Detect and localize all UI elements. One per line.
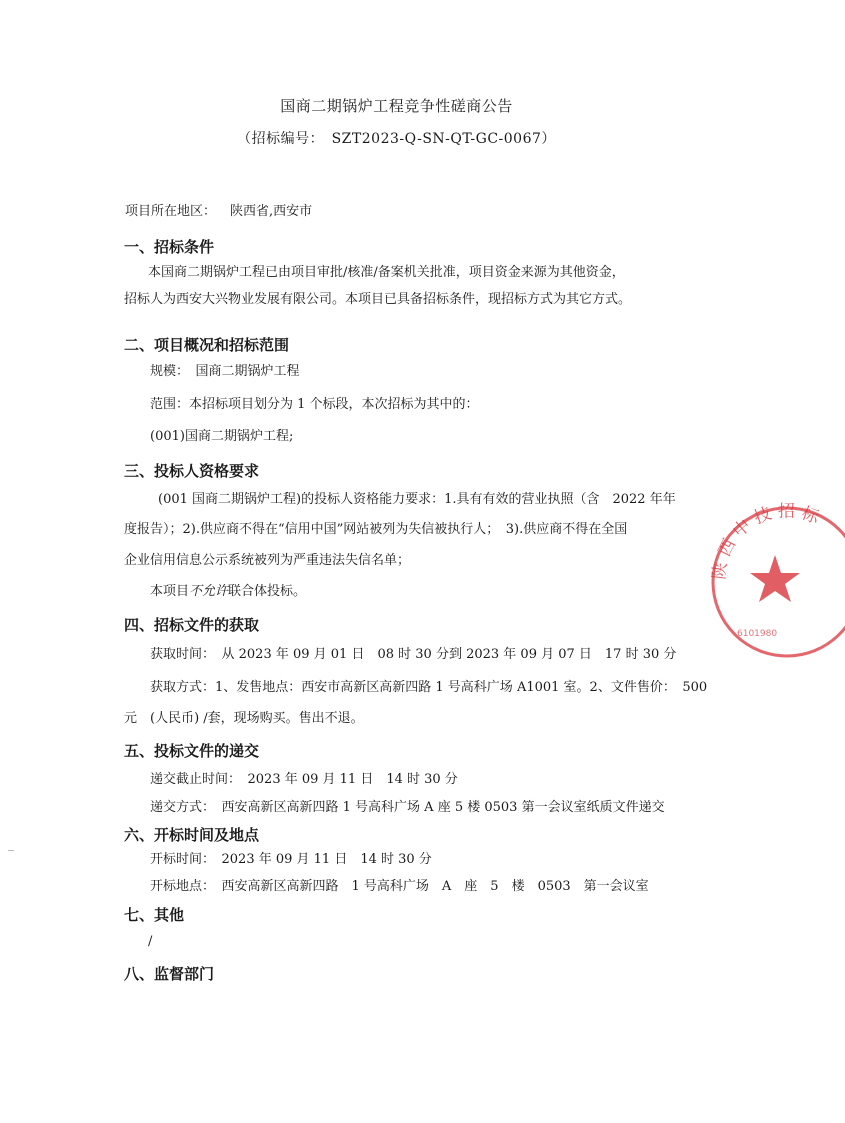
region-label: 项目所在地区： [125,204,217,219]
section-8-heading: 八、监督部门 [124,965,215,983]
qualification-line-3: 企业信用信息公示系统被列为严重违法失信名单； [124,553,411,568]
seal-arc-text [709,502,823,581]
tender-code: （招标编号： SZT2023-Q-SN-QT-GC-0067） [237,131,556,147]
joint-bid-suffix: 联合体投标。 [228,584,307,599]
section-1-para-2: 招标人为西安大兴物业发展有限公司。本项目已具备招标条件，现招标方式为其它方式。 [124,292,632,307]
qualification-line-1: (001 国商二期锅炉工程)的投标人资格能力要求：1.具有有效的营业执照（含 2022 年年 [158,492,676,507]
section-3-heading: 三、投标人资格要求 [124,462,260,480]
seal-arc-textpath: 陕 西 中 技 招 标 [709,501,822,581]
section-6-heading: 六、开标时间及地点 [124,826,260,844]
section-2-heading: 二、项目概况和招标范围 [124,336,290,354]
official-seal-stamp [705,500,845,660]
section-5-heading: 五、投标文件的递交 [124,742,260,760]
opening-time: 开标时间： 2023 年 09 月 11 日 14 时 30 分 [150,852,432,867]
document-title: 国商二期锅炉工程竞争性磋商公告 [280,97,513,115]
seal-star-icon [750,555,800,602]
scan-artifact [8,850,14,851]
acquisition-time: 获取时间： 从 2023 年 09 月 01 日 08 时 30 分到 2023 年 09 月 07 日 17 时 30 分 [150,647,677,662]
project-lot: (001)国商二期锅炉工程; [150,429,294,444]
opening-place: 开标地点： 西安高新区高新四路 1 号高科广场 A 座 5 楼 0503 第一会议室 [150,879,649,894]
acquisition-method-2: 元 (人民币) /套，现场购买。售出不退。 [124,711,364,726]
submission-method: 递交方式： 西安高新区高新四路 1 号高科广场 A 座 5 楼 0503 第一会议室纸质文件递交 [150,800,665,815]
section-4-heading: 四、招标文件的获取 [124,616,260,634]
section-7-heading: 七、其他 [124,906,185,924]
project-scope: 范围：本招标项目划分为 1 个标段，本次招标为其中的： [150,397,479,412]
section-1-heading: 一、招标条件 [124,238,215,256]
project-scale: 规模： 国商二期锅炉工程 [150,364,300,379]
other-content: / [148,934,153,949]
joint-bid-note [150,583,306,601]
region-row [125,203,312,221]
joint-bid-prefix: 本项目 [150,584,190,599]
qualification-line-2: 度报告）；2).供应商不得在“信用中国”网站被列为失信被执行人； 3).供应商不得在全国 [124,522,628,537]
seal-number: 6101980 [737,629,778,639]
joint-bid-status: 不允许 [189,584,229,599]
acquisition-method-1: 获取方式：1、发售地点：西安市高新区高新四路 1 号高科广场 A1001 室。2、文件售价： 500 [150,680,708,695]
submission-deadline: 递交截止时间： 2023 年 09 月 11 日 14 时 30 分 [150,772,458,787]
region-value: 陕西省,西安市 [230,204,313,219]
section-1-para-1: 本国商二期锅炉工程已由项目审批/核准/备案机关批准，项目资金来源为其他资金， [148,265,625,280]
